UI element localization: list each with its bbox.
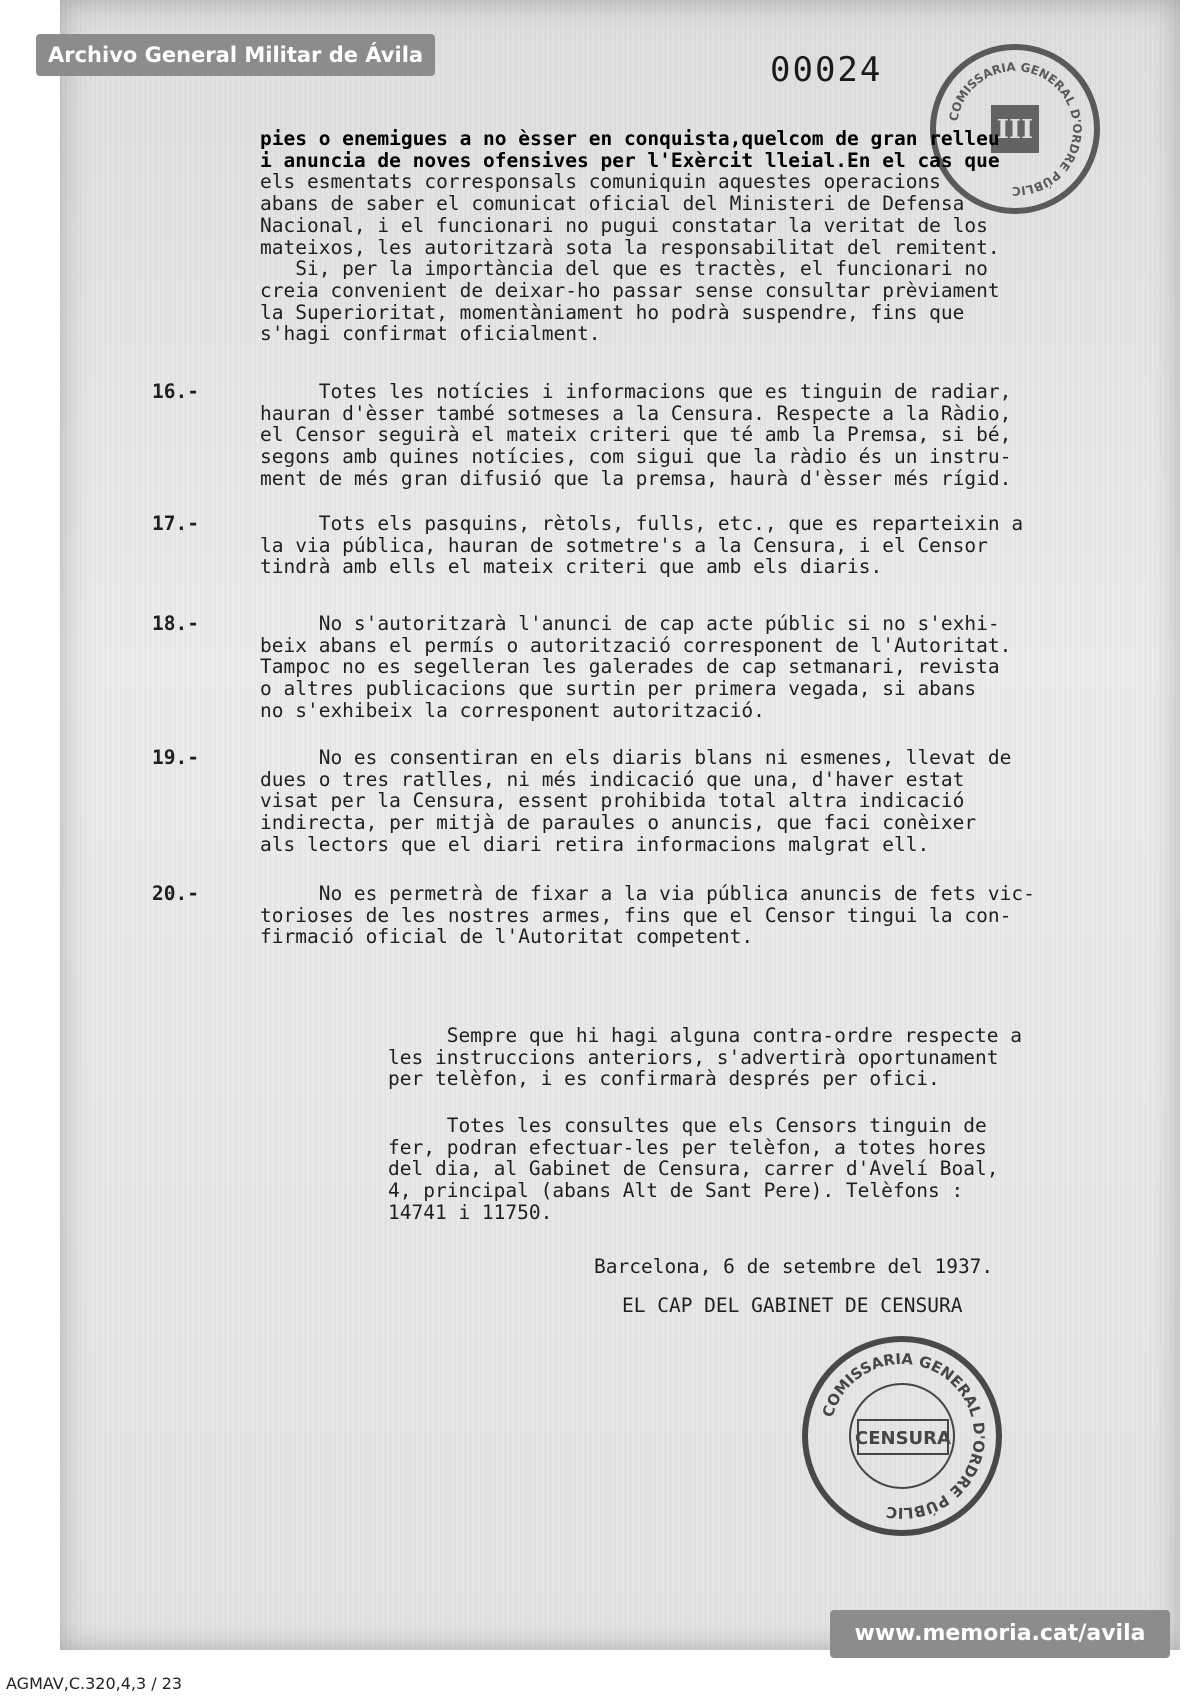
document-number: 00024 <box>770 50 883 90</box>
closing-line: per telèfon, i es confirmarà després per ofici. <box>388 1067 940 1091</box>
text-line: dues o tres ratlles, ni més indicació que una, d'haver estat <box>260 767 965 791</box>
closing-line: del dia, al Gabinet de Censura, carrer d'Avelí Boal, <box>388 1157 999 1181</box>
stamp-bottom <box>802 1336 1002 1536</box>
stamp-bottom-center-text: CENSURA <box>855 1428 951 1449</box>
closing-line: fer, podran efectuar-les per telèfon, a totes hores <box>388 1135 987 1159</box>
text-line: el Censor seguirà el mateix criteri que té amb la Premsa, si bé, <box>260 423 1012 447</box>
text-line: la Superioritat, momentàniament ho podrà suspendre, fins que <box>260 300 965 324</box>
text-line: Tampoc no es segelleran les galerades de cap setmanari, revista <box>260 655 1000 679</box>
text-line: Si, per la importància del que es tractès, el funcionari no <box>260 257 988 281</box>
text-line: firmació oficial de l'Autoritat competent. <box>260 925 754 949</box>
paragraph-number: 19.- <box>152 746 199 769</box>
paragraph-number: 17.- <box>152 512 199 535</box>
text-line: i anuncia de noves ofensives per l'Exèrcit lleial.En el cas que <box>260 148 1000 172</box>
stamp-top-ring-text: COMISSARIA GENERAL D'ORDRE PÚBLIC <box>946 59 1085 199</box>
text-line: tindrà amb ells el mateix criteri que amb els diaris. <box>260 555 883 579</box>
text-line: visat per la Censura, essent prohibida total altra indicació <box>260 789 965 813</box>
text-line: o altres publicacions que surtin per primera vegada, si abans <box>260 677 977 701</box>
text-line: als lectors que el diari retira informacions malgrat ell. <box>260 832 930 856</box>
stamp-top-center-text: III <box>996 115 1034 145</box>
text-line: abans de saber el comunicat oficial del Ministeri de Defensa <box>260 192 965 216</box>
text-line: No es permetrà de fixar a la via pública anuncis de fets vic- <box>260 882 1035 905</box>
closing-line: Totes les consultes que els Censors tinguin de <box>388 1114 987 1137</box>
text-line: creia convenient de deixar-ho passar sense consultar prèviament <box>260 278 1000 302</box>
text-line: No s'autoritzarà l'anunci de cap acte públic si no s'exhi- <box>260 612 1000 635</box>
text-line: Nacional, i el funcionari no pugui constatar la veritat de los <box>260 213 988 237</box>
watermark-link[interactable]: www.memoria.cat/avila <box>830 1610 1170 1658</box>
text-line: hauran d'èsser també sotmeses a la Censura. Respecte a la Ràdio, <box>260 401 1012 425</box>
text-line: els esmentats corresponsals comuniquin aquestes operacions <box>260 170 941 194</box>
closing-line: 4, principal (abans Alt de Sant Pere). Telèfons : <box>388 1179 964 1203</box>
text-line: beix abans el permís o autorització corresponent de l'Autoritat. <box>260 633 1012 657</box>
text-line: Totes les notícies i informacions que es tinguin de radiar, <box>260 380 1012 403</box>
stamp-bottom-ring-icon <box>808 1342 996 1530</box>
paragraph-number: 18.- <box>152 612 199 635</box>
text-line: indirecta, per mitjà de paraules o anuncis, que faci conèixer <box>260 811 977 835</box>
text-line: la via pública, hauran de sotmetre's a la Censura, i el Censor <box>260 533 988 557</box>
paragraph-number: 16.- <box>152 380 199 403</box>
text-line: no s'exhibeix la corresponent autorització. <box>260 698 765 722</box>
closing-line: les instruccions anteriors, s'advertirà oportunament <box>388 1045 999 1069</box>
text-line: torioses de les nostres armes, fins que el Censor tingui la con- <box>260 903 1012 927</box>
text-line: mateixos, les autoritzarà sota la responsabilitat del remitent. <box>260 235 1000 259</box>
text-line: pies o enemigues a no èsser en conquista,quelcom de gran relleu <box>260 127 1000 150</box>
text-line: Tots els pasquins, rètols, fulls, etc., que es reparteixin a <box>260 512 1024 535</box>
text-line: segons amb quines notícies, com sigui que la ràdio és un instru- <box>260 445 1012 469</box>
paragraph-number: 20.- <box>152 882 199 905</box>
date-line: Barcelona, 6 de setembre del 1937. <box>594 1255 994 1278</box>
closing-line: Sempre que hi hagi alguna contra-ordre respecte a <box>388 1024 1022 1047</box>
text-line: ment de més gran difusió que la premsa, haurà d'èsser més rígid. <box>260 466 1012 490</box>
stamp-bottom-ring-text: COMISSARIA GENERAL D'ORDRE PÚBLIC <box>818 1349 989 1523</box>
text-line: s'hagi confirmat oficialment. <box>260 322 601 346</box>
closing-line: 14741 i 11750. <box>388 1200 553 1224</box>
archive-reference: AGMAV,C.320,4,3 / 23 <box>6 1674 183 1693</box>
signature-line: EL CAP DEL GABINET DE CENSURA <box>622 1294 963 1317</box>
archive-label: Archivo General Militar de Ávila <box>36 34 435 76</box>
text-line: No es consentiran en els diaris blans ni esmenes, llevat de <box>260 746 1012 769</box>
